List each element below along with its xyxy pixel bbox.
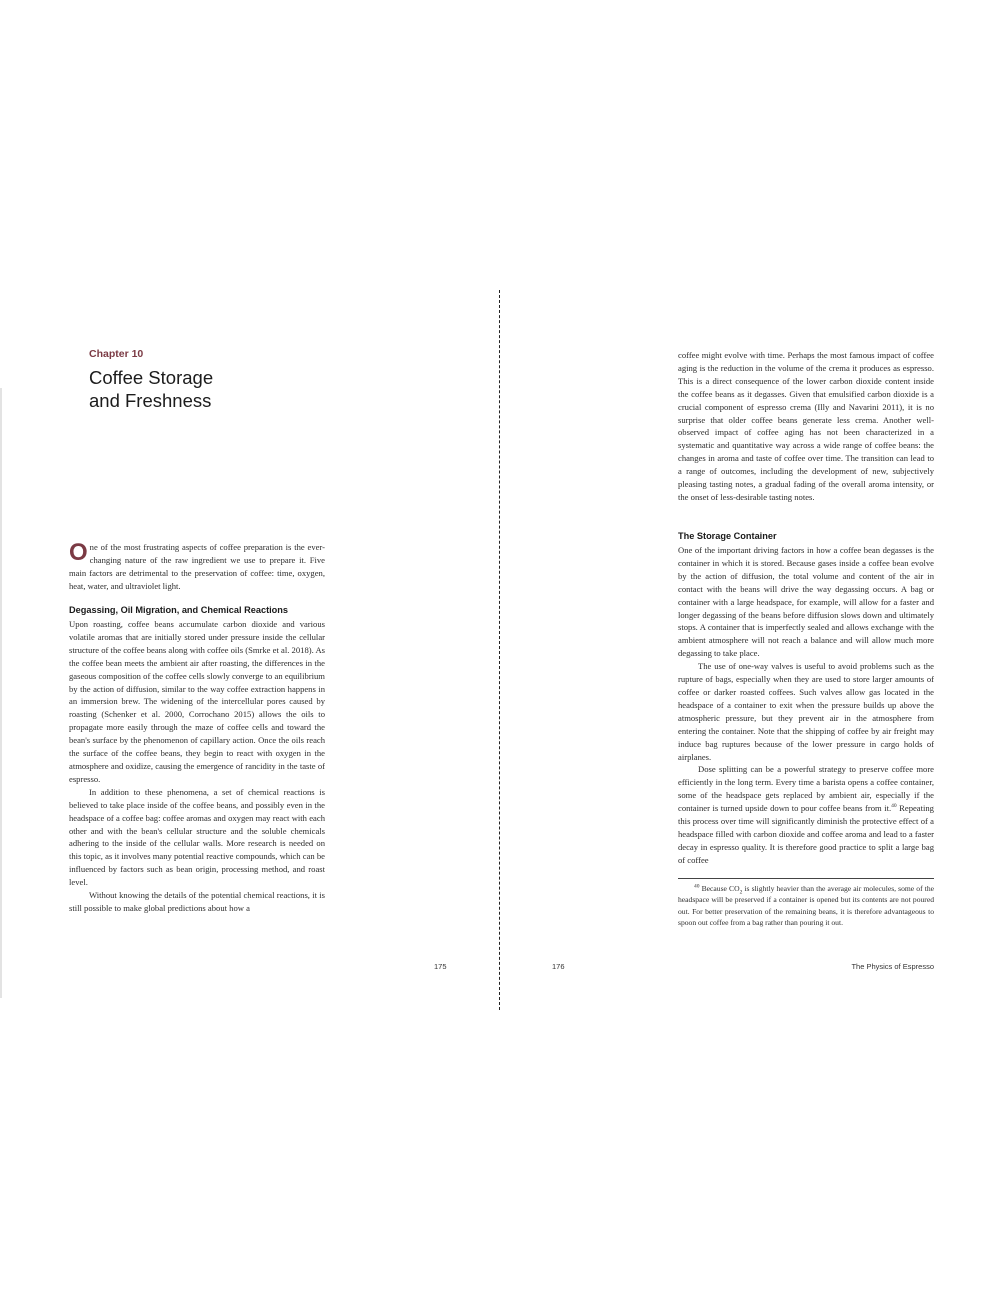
footnote-text: is slightly heavier than the average air molecules, some of the headspace will be preserved if a container is opened but its contents are not poured out. For better preservation of the remaining beans, it is therefore advantageous to spoon out coffee from a bag rather than pouring it out.	[678, 884, 934, 927]
section-degassing	[69, 604, 325, 915]
running-head: The Physics of Espresso	[851, 962, 934, 971]
chapter-label: Chapter 10	[89, 348, 144, 360]
page-edge-mark	[0, 388, 2, 998]
paragraph: Without knowing the details of the potential chemical reactions, it is still possible to make global predictions about how a	[69, 890, 325, 913]
chapter-title-line2: and Freshness	[89, 390, 212, 411]
section-heading: The Storage Container	[678, 531, 777, 541]
page-number-right: 176	[552, 962, 565, 971]
paragraph-text: Dose splitting can be a powerful strategy to preserve coffee more efficiently in the long term. Every time a barista opens a coffee container, some of the headspace gets replaced by ambient air, especially if the container is turned upside down to pour coffee beans from it.	[678, 764, 934, 814]
spread-gutter-divider	[499, 290, 500, 1010]
paragraph: The use of one-way valves is useful to avoid problems such as the rupture of bags, especially when they are used to store larger amounts of coffee or darker roasted coffees. Such valves allow gas located in the headspace of a container to exit when the pressure builds up above the atmospheric pressure, but they prevent air in the atmosphere from entering the container. Note that the shipping of coffee by air freight may induce bag ruptures because of the lower pressure in cargo holds of airplanes.	[678, 661, 934, 762]
paragraph	[678, 763, 934, 866]
footnote	[678, 883, 934, 928]
page-number-left: 175	[434, 962, 447, 971]
section-storage-container	[678, 530, 934, 867]
chapter-intro	[69, 541, 325, 593]
paragraph-text: Repeating this process over time will significantly diminish the protective effect of a headspace filled with carbon dioxide and coffee aroma and lead to a faster decay in espresso quality. It is therefore good practice to split a large bag of coffee	[678, 803, 934, 865]
paragraph: Upon roasting, coffee beans accumulate carbon dioxide and various volatile aromas that are initially stored under pressure inside the cellular structure of the coffee beans along with coffee oils (Smrke et al. 2018). As the coffee bean meets the ambient air after roasting, the differences in the gaseous composition of the coffee cells slowly converge to an equilibrium by the action of diffusion, similar to the way coffee extraction happens in an immersion brew. The widening of the intercellular pores caused by roasting (Schenker et al. 2000, Corrochano 2015) allows the oils to propagate more easily through the maze of coffee cells and toward the bean's surface by the phenomenon of capillary action. Once the oils reach the surface of the coffee beans, they begin to react with oxygen in the atmosphere and oxidize, causing the emergence of rancidity in the taste of espresso.	[69, 619, 325, 784]
footnote-rule	[678, 878, 934, 879]
paragraph: One of the important driving factors in how a coffee bean degasses is the container in which it is stored. Because gases inside a coffee bean evolve by the action of diffusion, the total volume and content of the air in contact with the beans will drive the way degassing occurs. A bag or container with a large headspace, for example, will allow for a faster and longer degassing of the beans before diffusion slows down and ultimately stops. A container that is imperfectly sealed and allows exchange with the ambient atmosphere will not reach a balance and will allow much more degassing to take place.	[678, 545, 934, 659]
paragraph: coffee might evolve with time. Perhaps the most famous impact of coffee aging is the reduction in the volume of the crema it produces as espresso. This is a direct consequence of the lower carbon dioxide content inside the coffee beans as it degasses. Given that emulsified carbon dioxide is a crucial component of espresso crema (Illy and Navarini 2011), it is no surprise that older coffee beans generate less crema. Another well-observed impact of coffee aging has not been characterized in a systematic and quantitative way across a wide range of coffee beans: the changes in aroma and taste of coffee over time. The transition can lead to a range of outcomes, including the development of new, subjectively pleasing tasting notes, a gradual fading of the overall aroma intensity, or the onset of less-desirable tasting notes.	[678, 350, 934, 502]
footnote-subscript: 2	[739, 889, 743, 896]
drop-cap: O	[69, 539, 88, 566]
intro-text: ne of the most frustrating aspects of coffee preparation is the ever-changing nature of the raw ingredient we use to prepare it. Five main factors are detrimental to the preservation of coffee: time, oxygen, heat, water, and ultraviolet light.	[69, 542, 325, 591]
section-heading: Degassing, Oil Migration, and Chemical Reactions	[69, 605, 289, 615]
footnote-reference: 40	[891, 803, 897, 810]
paragraph: In addition to these phenomena, a set of chemical reactions is believed to take place inside of the coffee beans, and possibly even in the headspace of a coffee bag: coffee aromas and oxygen may react with each other and with the bean's cellular structure and the soluble chemicals adhering to the inside of the cellular walls. More research is needed on this topic, as it involves many potential reactive compounds, which can be influenced by factors such as bean origin, processing method, and roast level.	[69, 786, 325, 888]
footnote-number: 40	[694, 883, 700, 890]
chapter-title	[89, 366, 309, 412]
chapter-title-line1: Coffee Storage	[89, 367, 214, 388]
continued-text	[678, 349, 934, 504]
footnote-text: Because CO	[699, 884, 740, 893]
